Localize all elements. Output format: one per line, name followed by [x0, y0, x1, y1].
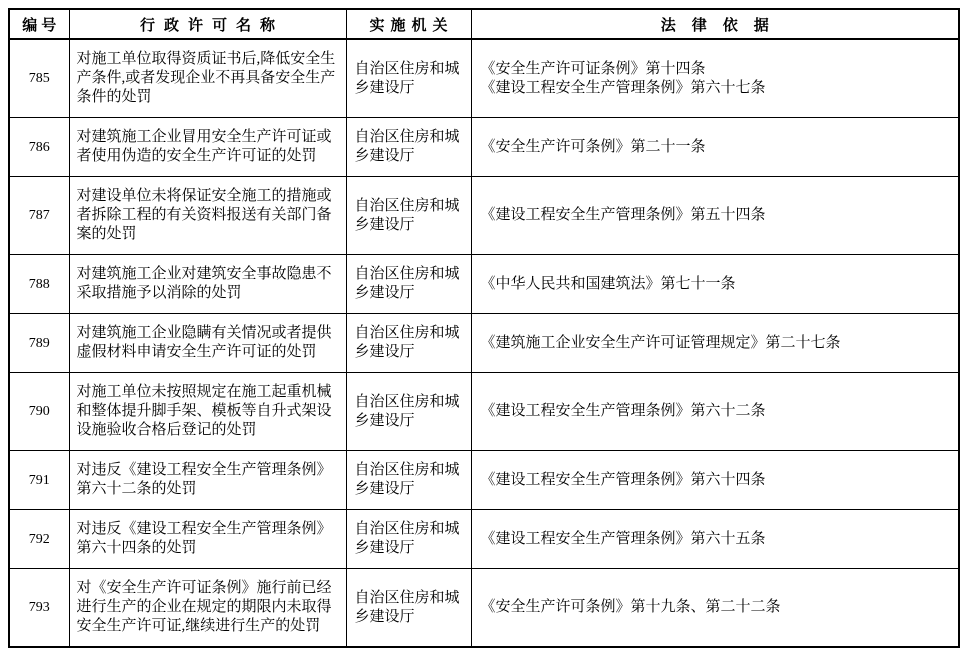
license-name-cell: 对建筑施工企业冒用安全生产许可证或者使用伪造的安全生产许可证的处罚	[69, 118, 346, 177]
agency-cell: 自治区住房和城乡建设厅	[346, 510, 471, 569]
header-row	[9, 9, 959, 39]
license-name-cell: 对违反《建设工程安全生产管理条例》第六十四条的处罚	[69, 510, 346, 569]
agency-cell: 自治区住房和城乡建设厅	[346, 39, 471, 118]
row-id-cell: 791	[9, 451, 69, 510]
legal-basis-cell	[471, 569, 959, 648]
license-name-cell: 对建筑施工企业对建筑安全事故隐患不采取措施予以消除的处罚	[69, 255, 346, 314]
legal-basis-line: 《建设工程安全生产管理条例》第六十五条	[480, 530, 766, 547]
row-id-cell: 792	[9, 510, 69, 569]
license-name-cell: 对施工单位未按照规定在施工起重机械和整体提升脚手架、模板等自升式架设设施验收合格后登记的处罚	[69, 373, 346, 451]
table-row	[9, 314, 959, 373]
legal-basis-line: 《安全生产许可证条例》第十四条	[480, 60, 706, 77]
legal-basis-cell	[471, 451, 959, 510]
header-license-name: 行政许可名称	[69, 9, 346, 39]
row-id-cell: 789	[9, 314, 69, 373]
table-header	[9, 9, 959, 39]
agency-cell: 自治区住房和城乡建设厅	[346, 569, 471, 648]
legal-basis-line: 《中华人民共和国建筑法》第七十一条	[480, 275, 736, 292]
agency-cell: 自治区住房和城乡建设厅	[346, 373, 471, 451]
legal-basis-line: 《安全生产许可条例》第二十一条	[480, 138, 706, 155]
row-id-cell: 787	[9, 177, 69, 255]
agency-cell: 自治区住房和城乡建设厅	[346, 118, 471, 177]
table-row	[9, 569, 959, 648]
table-row	[9, 118, 959, 177]
row-id-cell: 786	[9, 118, 69, 177]
legal-basis-line: 《建设工程安全生产管理条例》第六十七条	[480, 79, 766, 96]
legal-basis-line: 《安全生产许可条例》第十九条、第二十二条	[480, 599, 781, 615]
legal-basis-line: 《建设工程安全生产管理条例》第六十四条	[480, 471, 766, 488]
license-name-cell: 对建设单位未将保证安全施工的措施或者拆除工程的有关资料报送有关部门备案的处罚	[69, 177, 346, 255]
header-id: 编号	[9, 9, 69, 39]
legal-basis-line: 《建设工程安全生产管理条例》第六十二条	[480, 403, 766, 419]
agency-cell: 自治区住房和城乡建设厅	[346, 255, 471, 314]
license-table	[8, 8, 960, 648]
legal-basis-line: 《建筑施工企业安全生产许可证管理规定》第二十七条	[480, 334, 841, 351]
legal-basis-cell	[471, 177, 959, 255]
table-row	[9, 451, 959, 510]
license-name-cell: 对《安全生产许可证条例》施行前已经进行生产的企业在规定的期限内未取得安全生产许可证,继续进行生产的处罚	[69, 569, 346, 648]
agency-cell: 自治区住房和城乡建设厅	[346, 314, 471, 373]
legal-basis-cell	[471, 255, 959, 314]
header-legal-basis: 法律依据	[471, 9, 959, 39]
license-name-cell: 对违反《建设工程安全生产管理条例》第六十二条的处罚	[69, 451, 346, 510]
license-name-cell: 对建筑施工企业隐瞒有关情况或者提供虚假材料申请安全生产许可证的处罚	[69, 314, 346, 373]
agency-cell: 自治区住房和城乡建设厅	[346, 177, 471, 255]
legal-basis-cell	[471, 118, 959, 177]
row-id-cell: 788	[9, 255, 69, 314]
legal-basis-cell	[471, 39, 959, 118]
legal-basis-cell	[471, 314, 959, 373]
license-name-cell: 对施工单位取得资质证书后,降低安全生产条件,或者发现企业不再具备安全生产条件的处罚	[69, 39, 346, 118]
legal-basis-cell	[471, 510, 959, 569]
legal-basis-cell	[471, 373, 959, 451]
table-row	[9, 39, 959, 118]
table-row	[9, 510, 959, 569]
agency-cell: 自治区住房和城乡建设厅	[346, 451, 471, 510]
legal-basis-line: 《建设工程安全生产管理条例》第五十四条	[480, 207, 766, 223]
row-id-cell: 790	[9, 373, 69, 451]
table-row	[9, 177, 959, 255]
row-id-cell: 793	[9, 569, 69, 648]
table-row	[9, 255, 959, 314]
table-row	[9, 373, 959, 451]
table-body	[9, 39, 959, 647]
row-id-cell: 785	[9, 39, 69, 118]
header-agency: 实施机关	[346, 9, 471, 39]
